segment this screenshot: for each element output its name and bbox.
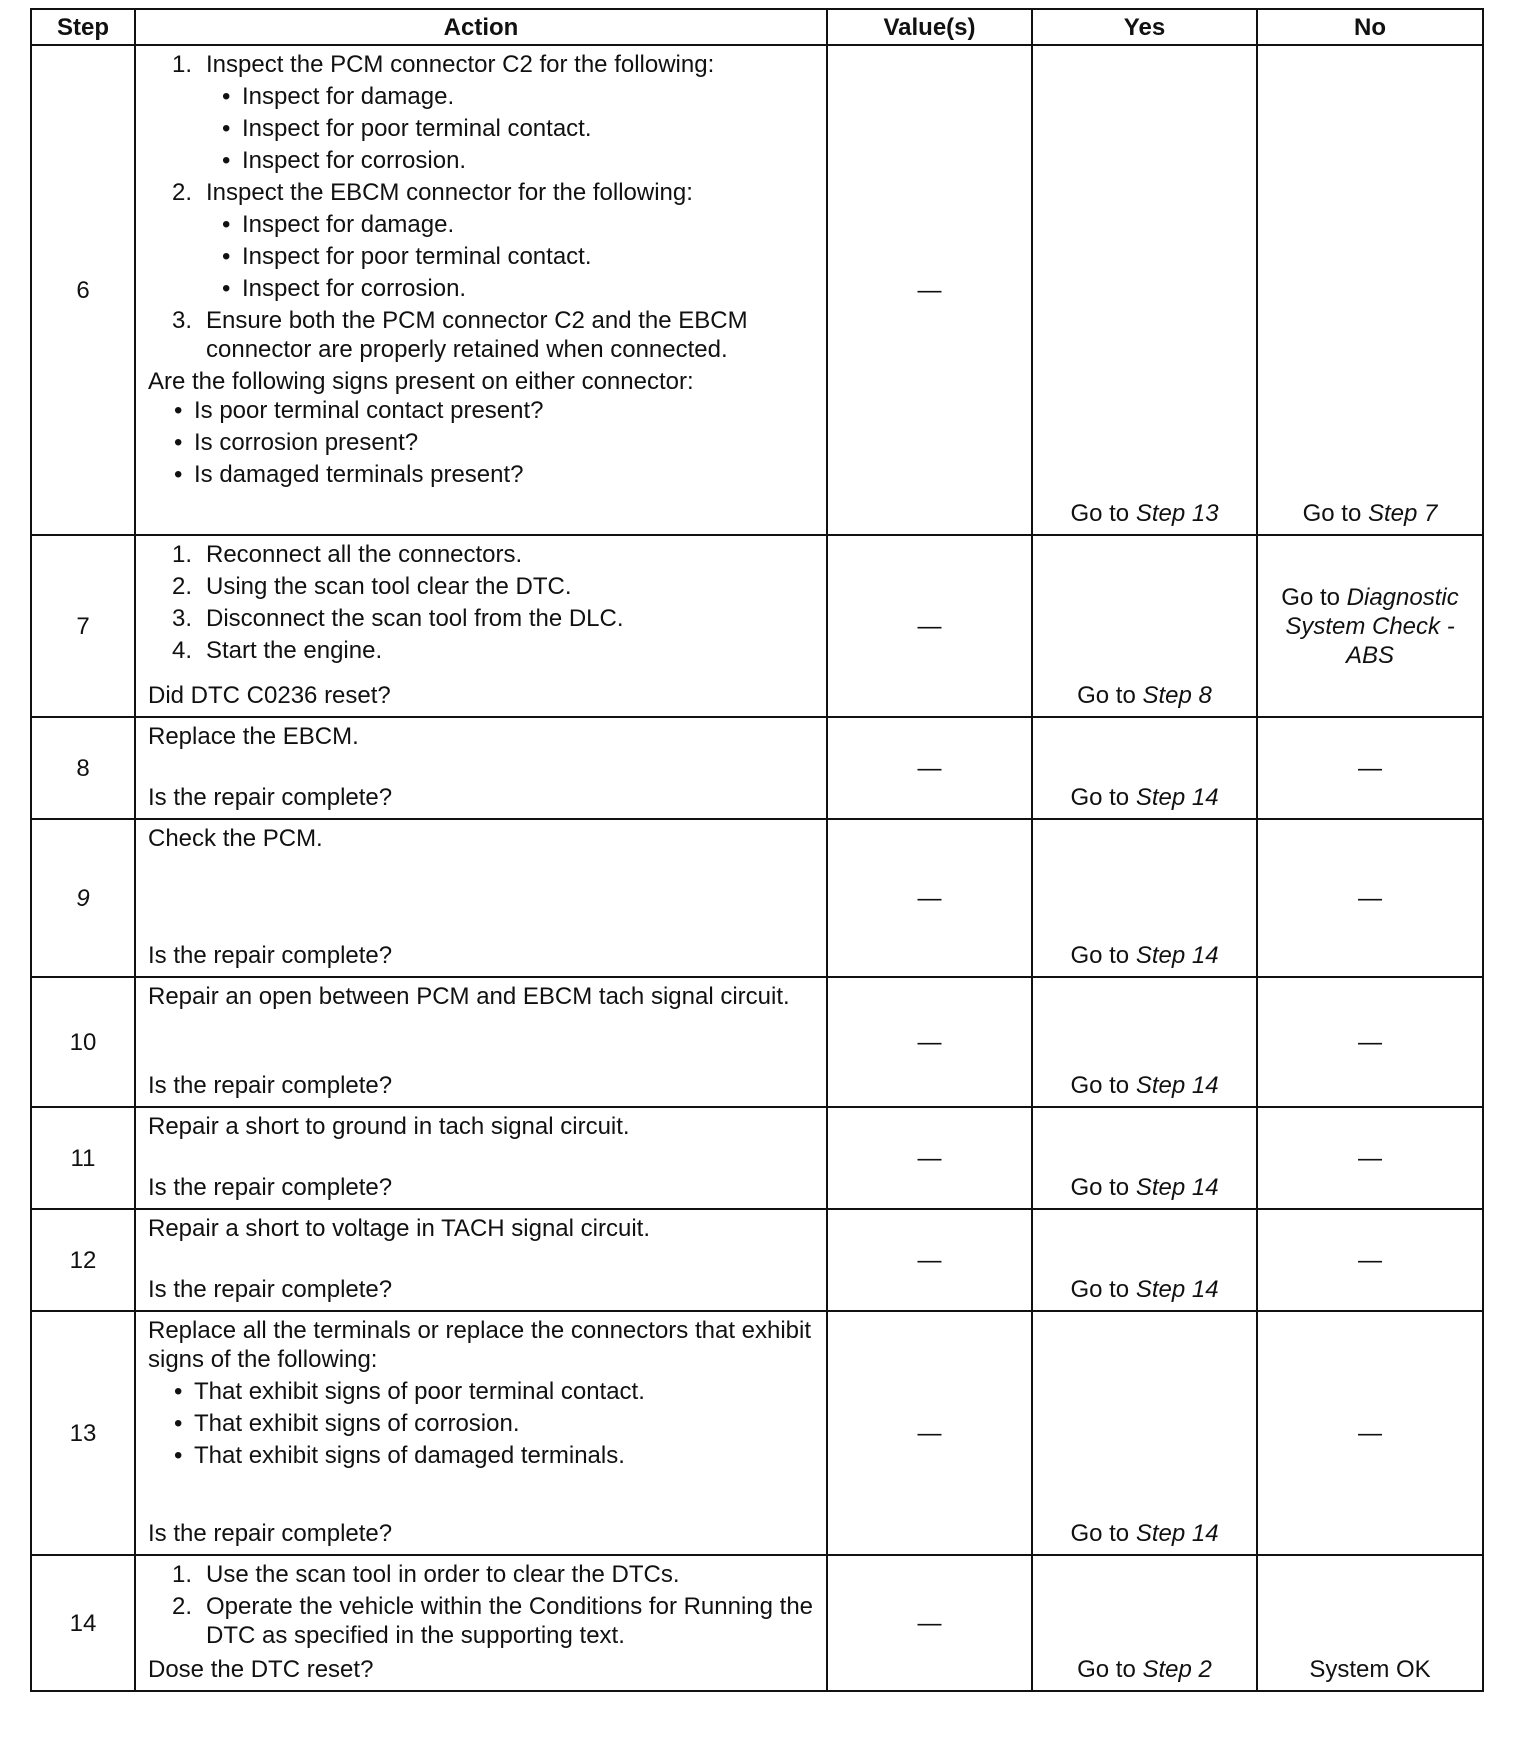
header-no: No xyxy=(1257,9,1483,45)
action-step: 2. Using the scan tool clear the DTC. xyxy=(172,573,572,600)
no-cell xyxy=(1257,45,1483,535)
action-steps xyxy=(148,50,816,364)
action-text: Check the PCM. xyxy=(148,825,323,852)
no-goto: Go to Diagnostic System Check - ABS xyxy=(1281,583,1459,669)
no-goto: Go to Step 7 xyxy=(1302,500,1438,527)
action-text: Repair a short to voltage in TACH signal circuit. xyxy=(148,1215,650,1242)
action-question: Is the repair complete? xyxy=(148,784,393,811)
yes-goto: Go to Step 8 xyxy=(1077,682,1212,709)
no-cell: — xyxy=(1257,1107,1483,1209)
step-number: 8 xyxy=(31,717,135,819)
action-step: 1. Reconnect all the connectors. xyxy=(172,541,523,568)
step-number: 14 xyxy=(31,1555,135,1691)
value-cell: — xyxy=(827,1209,1032,1311)
action-step: 2. Inspect the EBCM connector for the following: • Inspect for damage. • Inspect for poor terminal contact. • Inspect for corrosion. xyxy=(172,178,816,303)
table-row-step-9 xyxy=(31,819,1483,977)
no-cell: — xyxy=(1257,1311,1483,1555)
action-step: 3. Ensure both the PCM connector C2 and the EBCM connector are properly retained when connected. xyxy=(172,307,748,363)
no-cell: — xyxy=(1257,977,1483,1107)
question-bullets: • Is poor terminal contact present? • Is corrosion present? • Is damaged terminals present? xyxy=(148,396,816,489)
action-text: Replace the EBCM. xyxy=(148,723,359,750)
action-step: 4. Start the engine. xyxy=(172,637,383,664)
action-question: Dose the DTC reset? xyxy=(148,1656,374,1683)
action-step: 1. Use the scan tool in order to clear the DTCs. xyxy=(172,1561,680,1588)
value-cell: — xyxy=(827,1555,1032,1691)
table-row-step-11 xyxy=(31,1107,1483,1209)
value-cell: — xyxy=(827,977,1032,1107)
no-result: System OK xyxy=(1309,1656,1431,1683)
sub-bullets: • Inspect for damage. • Inspect for poor terminal contact. • Inspect for corrosion. xyxy=(206,210,816,303)
action-cell xyxy=(135,717,827,819)
action-cell xyxy=(135,1555,827,1691)
table-row-step-14 xyxy=(31,1555,1483,1691)
step-number: 6 xyxy=(31,45,135,535)
action-question: Are the following signs present on either connector: xyxy=(148,368,694,395)
header-yes: Yes xyxy=(1032,9,1257,45)
header-action: Action xyxy=(135,9,827,45)
step-number: 9 xyxy=(31,819,135,977)
action-cell xyxy=(135,1311,827,1555)
yes-goto: Go to Step 13 xyxy=(1070,500,1219,527)
yes-goto: Go to Step 14 xyxy=(1070,942,1219,969)
yes-goto: Go to Step 14 xyxy=(1070,784,1219,811)
yes-cell xyxy=(1032,717,1257,819)
step-number: 13 xyxy=(31,1311,135,1555)
yes-goto: Go to Step 14 xyxy=(1070,1174,1219,1201)
action-text: Repair a short to ground in tach signal circuit. xyxy=(148,1113,630,1140)
action-question: Is the repair complete? xyxy=(148,1276,393,1303)
yes-goto: Go to Step 2 xyxy=(1077,1656,1212,1683)
action-cell xyxy=(135,535,827,717)
yes-cell xyxy=(1032,1209,1257,1311)
yes-goto: Go to Step 14 xyxy=(1070,1072,1219,1099)
step-number: 10 xyxy=(31,977,135,1107)
action-step: 3. Disconnect the scan tool from the DLC. xyxy=(172,605,624,632)
table-row-step-12 xyxy=(31,1209,1483,1311)
yes-cell xyxy=(1032,977,1257,1107)
no-cell xyxy=(1257,1555,1483,1691)
action-cell xyxy=(135,1209,827,1311)
value-cell: — xyxy=(827,1311,1032,1555)
value-cell: — xyxy=(827,45,1032,535)
step-number: 11 xyxy=(31,1107,135,1209)
value-cell: — xyxy=(827,1107,1032,1209)
no-cell xyxy=(1257,535,1483,717)
table-row-step-7 xyxy=(31,535,1483,717)
yes-cell xyxy=(1032,535,1257,717)
action-question: Is the repair complete? xyxy=(148,942,393,969)
sub-bullets: • Inspect for damage. • Inspect for poor terminal contact. • Inspect for corrosion. xyxy=(206,82,816,175)
action-question: Is the repair complete? xyxy=(148,1520,393,1547)
header-row xyxy=(31,9,1483,45)
action-step: 1. Inspect the PCM connector C2 for the following: • Inspect for damage. • Inspect for poor terminal contact. • Inspect for corrosion. xyxy=(172,50,816,175)
action-cell xyxy=(135,977,827,1107)
yes-goto: Go to Step 14 xyxy=(1070,1276,1219,1303)
value-cell: — xyxy=(827,535,1032,717)
action-question: Did DTC C0236 reset? xyxy=(148,682,391,709)
table-row-step-10 xyxy=(31,977,1483,1107)
yes-goto: Go to Step 14 xyxy=(1070,1520,1219,1547)
yes-cell xyxy=(1032,819,1257,977)
no-cell: — xyxy=(1257,717,1483,819)
table-row-step-8 xyxy=(31,717,1483,819)
no-cell: — xyxy=(1257,1209,1483,1311)
value-cell: — xyxy=(827,819,1032,977)
yes-cell xyxy=(1032,45,1257,535)
action-step: 2. Operate the vehicle within the Conditions for Running the DTC as specified in the supporting text. xyxy=(172,1593,814,1649)
yes-cell xyxy=(1032,1107,1257,1209)
header-step: Step xyxy=(31,9,135,45)
value-cell: — xyxy=(827,717,1032,819)
action-cell xyxy=(135,45,827,535)
action-question: Is the repair complete? xyxy=(148,1174,393,1201)
action-steps xyxy=(148,540,816,665)
yes-cell xyxy=(1032,1555,1257,1691)
table-row-step-13 xyxy=(31,1311,1483,1555)
diagnostic-table xyxy=(30,8,1484,1692)
action-text: Repair an open between PCM and EBCM tach signal circuit. xyxy=(148,983,790,1010)
action-question: Is the repair complete? xyxy=(148,1072,393,1099)
header-values: Value(s) xyxy=(827,9,1032,45)
table-row-step-6 xyxy=(31,45,1483,535)
yes-cell xyxy=(1032,1311,1257,1555)
action-steps xyxy=(148,1560,816,1650)
no-cell: — xyxy=(1257,819,1483,977)
action-bullets: • That exhibit signs of poor terminal contact. • That exhibit signs of corrosion. • That exhibit signs of damaged terminals. xyxy=(148,1377,816,1470)
action-cell xyxy=(135,819,827,977)
step-number: 12 xyxy=(31,1209,135,1311)
step-number: 7 xyxy=(31,535,135,717)
action-cell xyxy=(135,1107,827,1209)
action-text: Replace all the terminals or replace the connectors that exhibit signs of the following: xyxy=(148,1317,812,1373)
